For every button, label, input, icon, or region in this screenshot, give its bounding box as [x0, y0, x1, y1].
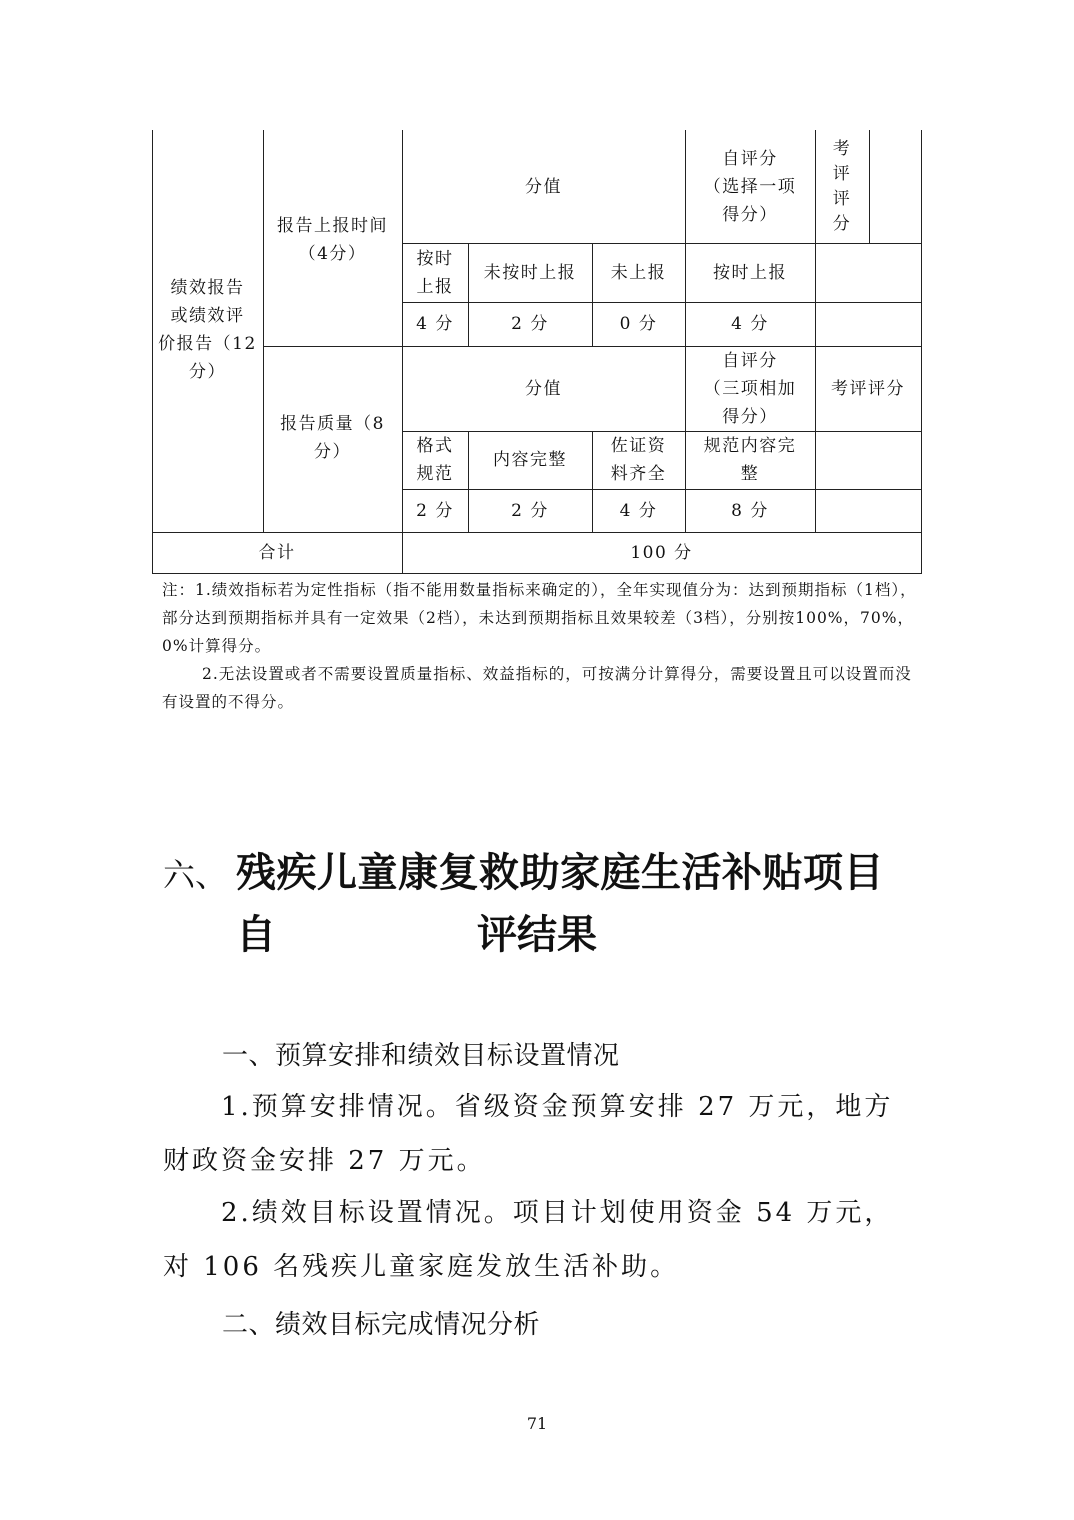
- section-title-line-1: 残疾儿童康复救助家庭生活补贴项目自: [236, 849, 884, 958]
- heading-analysis: 二、绩效目标完成情况分析: [222, 1310, 541, 1340]
- quality-points-2: 2 分: [511, 500, 549, 521]
- table-note-1: 注：1.绩效指标若为定性指标（指不能用数量指标来确定的），全年实现值分为：达到预期指标（1档），部分达到预期指标并具有一定效果（2档），未达到预期指标且效果较差（3档），分别按100%，70%，0%计算得分。: [162, 581, 917, 655]
- page-number: 71: [526, 1414, 548, 1433]
- total-label: 合计: [258, 542, 296, 563]
- evaluation-table: [152, 130, 922, 574]
- time-points-1: 4 分: [416, 314, 454, 334]
- time-option-not-reported: 未上报: [610, 262, 667, 283]
- quality-self-points: 8 分: [731, 500, 769, 521]
- quality-points-1: 2 分: [416, 500, 454, 521]
- quality-score-header: 分值: [525, 378, 562, 399]
- report-time-label: 报告上报时间 （4分）: [277, 216, 388, 264]
- time-review-score-header: 考 评 评 分: [832, 138, 852, 234]
- table-note-2: 2.无法设置或者不需要设置质量指标、效益指标的，可按满分计算得分，需要设置且可以设置而没有设置的不得分。: [162, 665, 912, 711]
- section-title-line-2: 评结果: [477, 911, 597, 958]
- quality-option-evidence: 佐证资 料齐全: [610, 436, 667, 484]
- quality-points-3: 4 分: [619, 500, 658, 521]
- quality-self-choice: 规范内容完 整: [703, 436, 797, 484]
- time-self-points: 4 分: [731, 314, 769, 334]
- heading-budget: 一、预算安排和绩效目标设置情况: [222, 1041, 620, 1071]
- section-number: 六、: [163, 856, 228, 894]
- time-points-2: 2 分: [511, 314, 549, 334]
- time-score-header: 分值: [525, 176, 562, 197]
- quality-review-score-header: 考评评分: [831, 378, 905, 399]
- time-points-3: 0 分: [619, 314, 658, 334]
- time-self-choice: 按时上报: [713, 262, 787, 283]
- quality-self-score-header: 自评分 （三项相加 得分）: [703, 350, 797, 427]
- paragraph-goals: 2.绩效目标设置情况。项目计划使用资金 54 万元，对 106 名残疾儿童家庭发放生活补助。: [163, 1198, 894, 1282]
- total-value: 100 分: [630, 542, 693, 563]
- time-option-late: 未按时上报: [483, 262, 577, 283]
- category-cell: 绩效报告 或绩效评 价报告（12 分）: [158, 278, 257, 382]
- report-quality-label: 报告质量（8 分）: [280, 414, 385, 462]
- time-option-on-time: 按时 上报: [416, 248, 454, 297]
- quality-option-content: 内容完整: [493, 450, 567, 470]
- paragraph-budget: 1.预算安排情况。省级资金预算安排 27 万元，地方财政资金安排 27 万元。: [163, 1092, 894, 1176]
- time-self-score-header: 自评分 （选择一项 得分）: [703, 148, 797, 225]
- quality-option-format: 格式 规范: [416, 436, 454, 484]
